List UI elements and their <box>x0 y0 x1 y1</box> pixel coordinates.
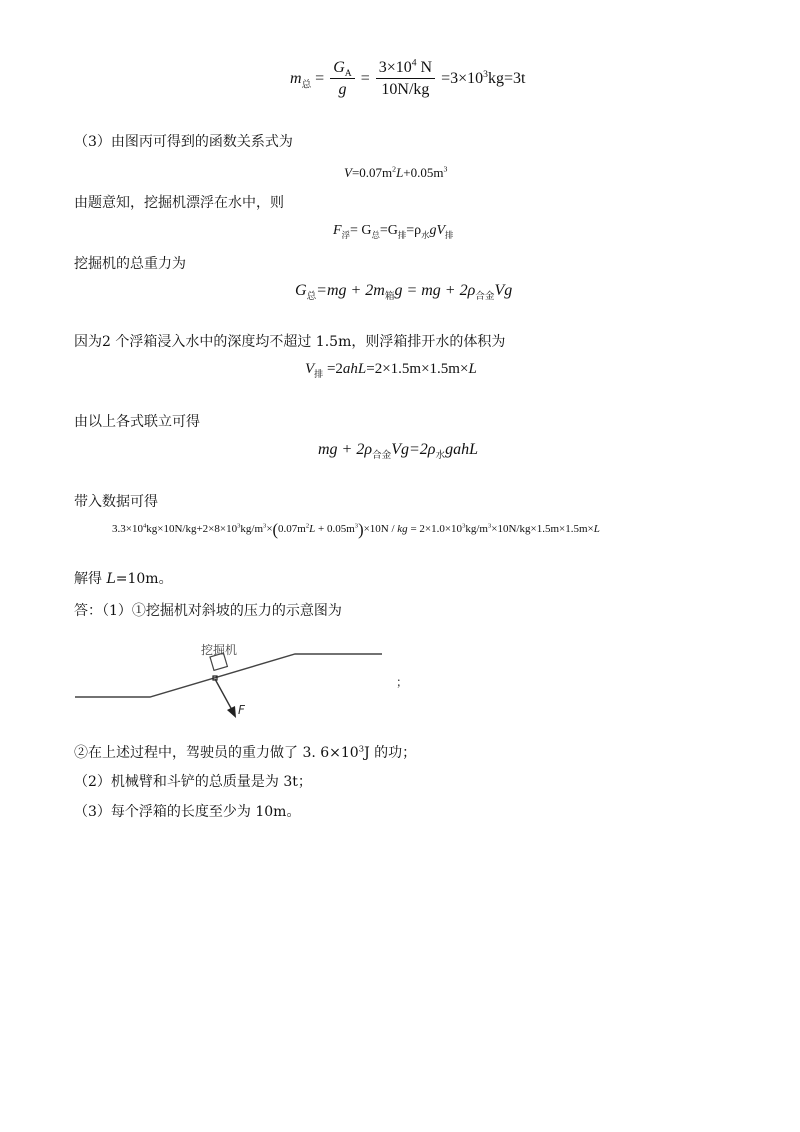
mass-fraction-2: $\frac{3\times 10^4 N}{10N/kg}$ <box>376 58 435 101</box>
substitute-text: 带入数据可得 <box>74 494 158 510</box>
gravity-text: 挖掘机的总重力为 <box>74 256 186 272</box>
mass-equation: $m_总$ = $\frac{G_A}{g}$ = $\frac{3\times 10^4 N}{10N/kg}$ $=3\times 10^3kg=3t$ <box>290 58 525 101</box>
diagram-punct: ； <box>396 675 409 689</box>
excavator-label: 挖掘机 <box>201 643 238 657</box>
float-text: 由题意知，挖掘机漂浮在水中，则 <box>74 195 284 211</box>
solve-text: 解得 L=10m。 <box>74 571 173 587</box>
total-gravity-equation: $G_总=mg + 2m_箱g$ = mg + $2\rho_{合金}Vg$ <box>295 282 513 303</box>
part3-intro: （3）由图丙可得到的函数关系式为 <box>74 134 293 150</box>
combine-text: 由以上各式联立可得 <box>74 414 200 430</box>
answer-label: 答：（1）①挖掘机对斜坡的压力的示意图为 <box>74 603 342 619</box>
depth-text: 因为2 个浮箱浸入水中的深度均不超过 1.5m，则浮箱排开水的体积为 <box>74 334 506 350</box>
answer-3: （3）每个浮箱的长度至少为 10m。 <box>74 804 301 820</box>
displaced-volume-equation: $V_排 =2ahL=2\times 1.5m\times 1.5m\times L$ <box>305 361 477 379</box>
buoyancy-equation: $F_浮= G_总=G_排=\rho_水gV_排$ <box>333 223 454 240</box>
numeric-equation: $3.3\times 10^4kg\times 10N/kg+2\times 8\times 10^3kg/m^3\times(0.07m^2L + 0.05m^3)\times 10N$ / kg = $2\times 1.0\times 10^3kg/m^3\times 10N/kg\times 1.5m\times 1.5m\times L$ <box>112 520 600 539</box>
force-diagram <box>70 630 410 730</box>
answer-2: （2）机械臂和斗铲的总质量是为 3t； <box>74 774 312 790</box>
slope-line <box>75 654 382 697</box>
combined-equation: mg + $2\rho_{合金}Vg=2\rho_水gahL$ <box>318 441 478 462</box>
volume-equation: $V=0.07m^2L+0.05m^3$ <box>344 164 448 180</box>
arrow-down-icon <box>227 706 236 718</box>
force-label: F <box>238 703 245 717</box>
answer-work: ②在上述过程中，驾驶员的重力做了 3. $6\times 10^3J$ 的功； <box>74 743 417 761</box>
force-arrow-shaft <box>215 679 232 710</box>
mass-fraction-1: $\frac{G_A}{g}$ <box>330 58 355 101</box>
